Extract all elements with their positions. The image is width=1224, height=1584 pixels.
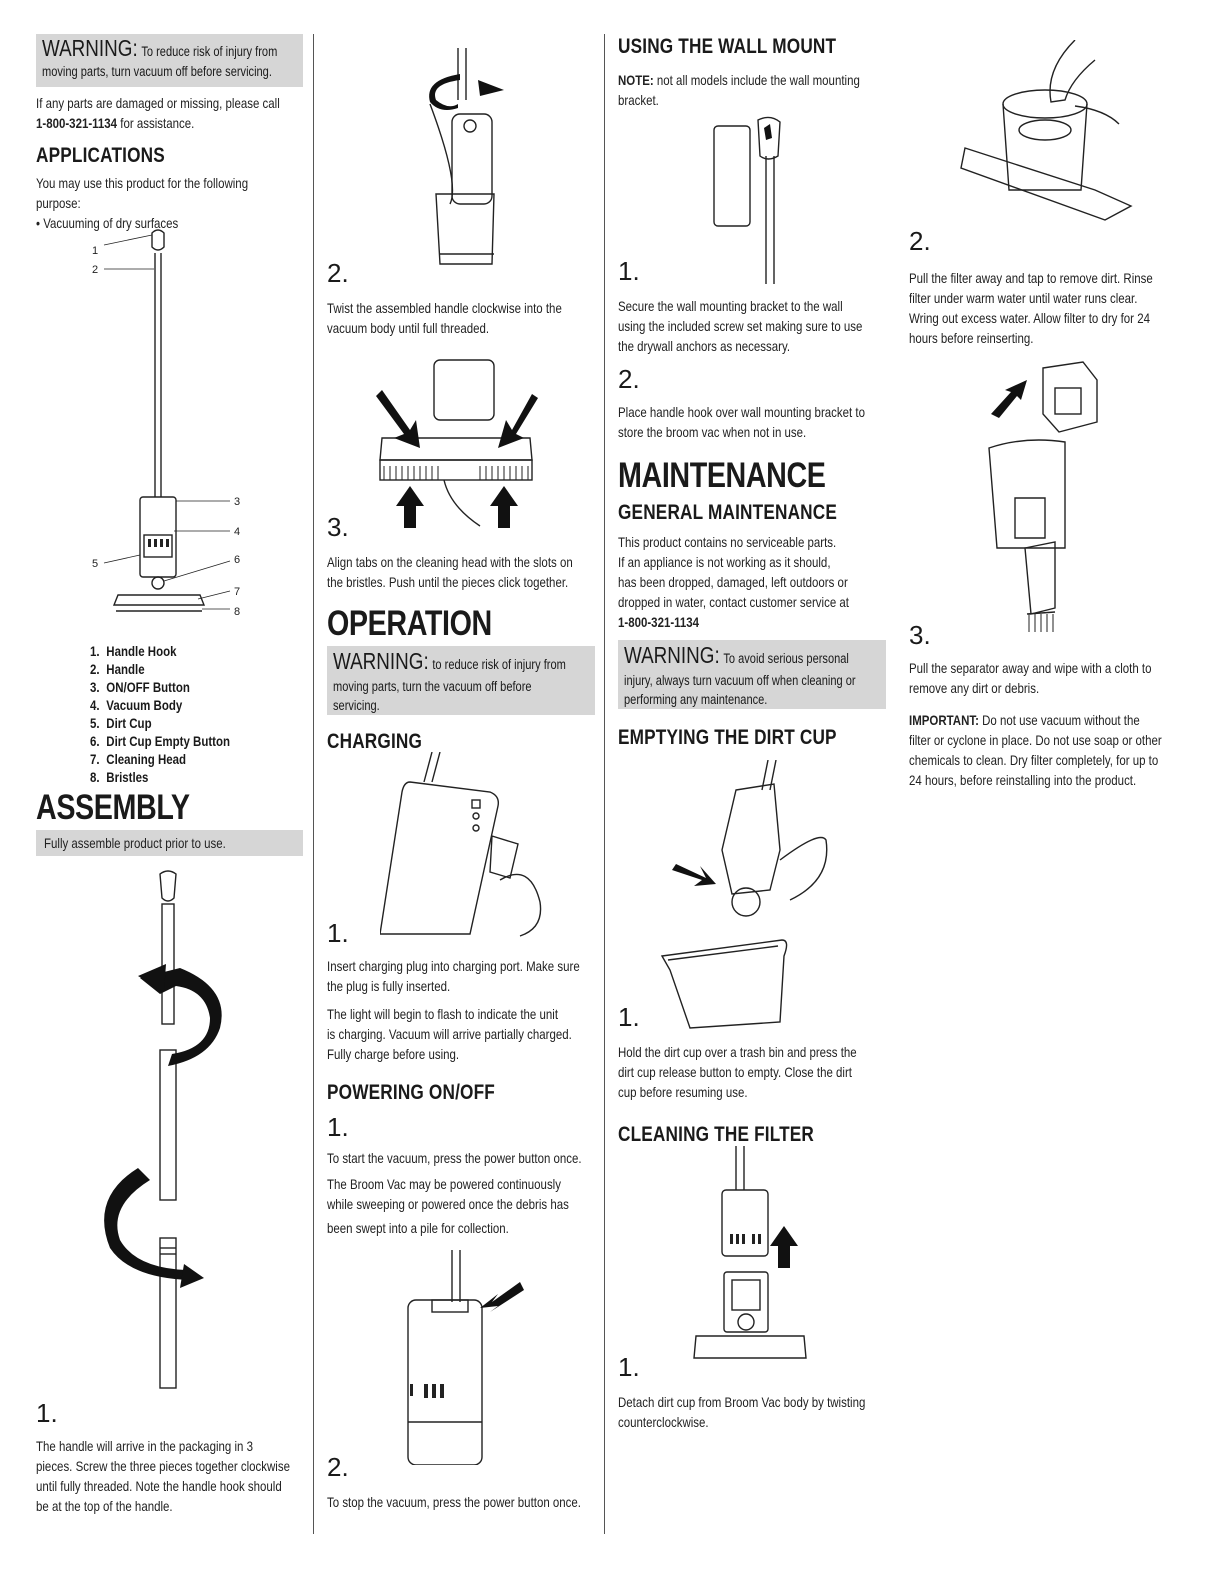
charging-diagram [380, 752, 550, 937]
list-item: 1. Handle Hook [90, 643, 177, 659]
power-button-diagram [400, 1250, 540, 1465]
warning-box [618, 640, 886, 709]
warning-title: WARNING: [333, 648, 429, 674]
callout-label: 5 [92, 558, 99, 570]
handle-assembly-diagram [80, 868, 230, 1398]
step-text: Twist the assembled handle clockwise into the [327, 300, 562, 316]
phone-number: 1-800-321-1134 [36, 115, 118, 131]
assist-text: for assistance. [117, 115, 195, 131]
section-heading: ASSEMBLY [36, 788, 190, 827]
list-item: 7. Cleaning Head [90, 751, 187, 767]
body-text: If an appliance is not working as it should, [618, 554, 831, 570]
step-number: 1. [36, 1398, 58, 1428]
section-heading: EMPTYING THE DIRT CUP [618, 726, 837, 749]
applications-text: You may use this product for the following [36, 175, 249, 191]
column-divider [313, 34, 314, 1534]
callout-label: 7 [234, 586, 241, 598]
body-text: has been dropped, damaged, left outdoors or [618, 574, 848, 590]
broom-vac-diagram [80, 225, 270, 625]
step-text: Pull the filter away and tap to remove dirt. Rinse [909, 270, 1153, 286]
step-number: 1. [327, 1112, 349, 1142]
warning-title: WARNING: [624, 642, 720, 668]
twist-handle-diagram [400, 44, 540, 274]
warning-text: to reduce risk of injury from [432, 657, 566, 672]
section-heading: USING THE WALL MOUNT [618, 35, 837, 58]
step-text: dirt cup release button to empty. Close the dirt [618, 1064, 852, 1080]
warning-title: WARNING: [42, 35, 138, 61]
separator-removal-diagram [985, 358, 1115, 638]
step-text: pieces. Screw the three pieces together clockwise [36, 1458, 290, 1474]
step-number: 1. [618, 1002, 640, 1032]
column-3 [618, 34, 886, 110]
step-number: 3. [909, 620, 931, 650]
step-text: while sweeping or powered once the debris has [327, 1196, 569, 1212]
section-heading: MAINTENANCE [618, 456, 826, 495]
section-heading: CHARGING [327, 730, 423, 753]
warning-text: performing any maintenance. [624, 692, 768, 707]
warning-text: moving parts, turn the vacuum off before [333, 679, 532, 694]
section-heading: OPERATION [327, 604, 492, 643]
assembly-note-box [36, 830, 303, 856]
step-number: 1. [327, 918, 349, 948]
assist-text: If any parts are damaged or missing, please call [36, 95, 280, 111]
warning-text: servicing. [333, 698, 380, 713]
list-item: 6. Dirt Cup Empty Button [90, 733, 231, 749]
step-text: been swept into a pile for collection. [327, 1220, 509, 1236]
detach-dirt-cup-diagram [690, 1146, 820, 1376]
filter-removal-diagram [955, 40, 1135, 230]
list-item: 2. Handle [90, 661, 145, 677]
step-text: The handle will arrive in the packaging in 3 [36, 1438, 253, 1454]
step-text: The light will begin to flash to indicate the unit [327, 1006, 559, 1022]
step-text: Wring out excess water. Allow filter to dry for 24 [909, 310, 1150, 326]
warning-text: moving parts, turn vacuum off before servicing. [42, 64, 272, 79]
step-text: using the included screw set making sure to use [618, 318, 863, 334]
step-text: Fully charge before using. [327, 1046, 460, 1062]
step-text: cup before resuming use. [618, 1084, 748, 1100]
step-text: To start the vacuum, press the power button once. [327, 1150, 582, 1166]
cleaning-head-diagram [370, 356, 560, 531]
step-number: 2. [909, 226, 931, 256]
step-text: the drywall anchors as necessary. [618, 338, 791, 354]
callout-label: 8 [234, 606, 241, 618]
note-label: NOTE: [618, 72, 654, 88]
important-label: IMPORTANT: [909, 712, 979, 728]
step-text: the plug is fully inserted. [327, 978, 451, 994]
step-text: Insert charging plug into charging port. Make sure [327, 958, 580, 974]
applications-text: purpose: [36, 195, 81, 211]
section-heading: APPLICATIONS [36, 144, 165, 167]
step-text: Place handle hook over wall mounting bracket to [618, 404, 865, 420]
column-divider [604, 34, 605, 1534]
section-heading: GENERAL MAINTENANCE [618, 501, 838, 524]
step-text: The Broom Vac may be powered continuously [327, 1176, 561, 1192]
step-text: is charging. Vacuum will arrive partially charged. [327, 1026, 572, 1042]
important-text: chemicals to clean. Dry filter completely, for up to [909, 752, 1159, 768]
note-text: not all models include the wall mounting [653, 72, 860, 88]
step-text: Detach dirt cup from Broom Vac body by twisting [618, 1394, 866, 1410]
applications-bullet: • Vacuuming of dry surfaces [36, 215, 179, 231]
list-item: 8. Bristles [90, 769, 149, 785]
warning-text: To reduce risk of injury from [141, 44, 278, 59]
step-text: filter under warm water until water runs clear. [909, 290, 1138, 306]
step-text: Hold the dirt cup over a trash bin and press the [618, 1044, 857, 1060]
callout-label: 4 [234, 526, 241, 538]
step-text: Pull the separator away and wipe with a cloth to [909, 660, 1152, 676]
body-text: dropped in water, contact customer service at [618, 594, 849, 610]
parts-list [90, 642, 261, 786]
step-text: To stop the vacuum, press the power button once. [327, 1494, 581, 1510]
step-text: Align tabs on the cleaning head with the slots on [327, 554, 573, 570]
note-text: bracket. [618, 92, 659, 108]
list-item: 4. Vacuum Body [90, 697, 183, 713]
important-text: filter or cyclone in place. Do not use soap or other [909, 732, 1162, 748]
step-text: hours before reinserting. [909, 330, 1034, 346]
warning-text: injury, always turn vacuum off when cleaning or [624, 673, 856, 688]
step-number: 3. [327, 512, 349, 542]
callout-label: 6 [234, 554, 241, 566]
callout-label: 1 [92, 245, 99, 257]
step-text: counterclockwise. [618, 1414, 709, 1430]
step-text: Secure the wall mounting bracket to the wall [618, 298, 843, 314]
empty-dirt-cup-diagram [650, 760, 840, 1030]
list-item: 5. Dirt Cup [90, 715, 152, 731]
step-text: the bristles. Push until the pieces click together. [327, 574, 569, 590]
callout-label: 3 [234, 496, 241, 508]
step-number: 1. [618, 256, 640, 286]
step-number: 1. [618, 1352, 640, 1382]
body-text: This product contains no serviceable parts. [618, 534, 837, 550]
warning-box [327, 646, 595, 715]
warning-text: To avoid serious personal [723, 651, 849, 666]
step-text: until fully threaded. Note the handle hook should [36, 1478, 282, 1494]
important-text: Do not use vacuum without the [978, 712, 1140, 728]
step-number: 2. [618, 364, 640, 394]
step-number: 2. [327, 1452, 349, 1482]
callout-label: 2 [92, 264, 99, 276]
assembly-note: Fully assemble product prior to use. [44, 835, 226, 851]
column-1 [36, 34, 303, 233]
step-text: store the broom vac when not in use. [618, 424, 807, 440]
phone-number: 1-800-321-1134 [618, 614, 700, 630]
step-text: be at the top of the handle. [36, 1498, 173, 1514]
section-heading: POWERING ON/OFF [327, 1081, 495, 1104]
step-text: remove any dirt or debris. [909, 680, 1040, 696]
list-item: 3. ON/OFF Button [90, 679, 190, 695]
important-text: 24 hours, before reinstalling into the product. [909, 772, 1137, 788]
step-number: 2. [327, 258, 349, 288]
step-text: vacuum body until full threaded. [327, 320, 490, 336]
section-heading: CLEANING THE FILTER [618, 1123, 815, 1146]
warning-box [36, 34, 303, 87]
